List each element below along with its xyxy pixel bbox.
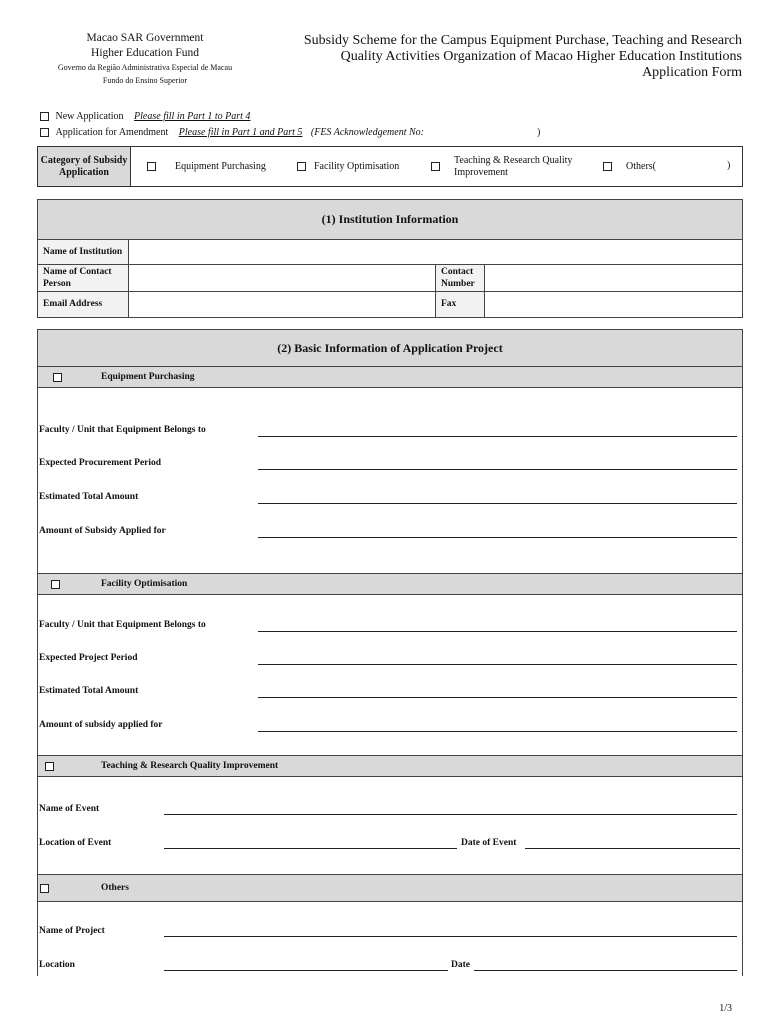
contact-person-field[interactable] <box>129 265 436 292</box>
institution-info-section <box>37 199 743 318</box>
contact-number-label: Contact Number <box>436 265 485 292</box>
new-application-label: New Application <box>55 111 124 122</box>
others-subsection-header <box>38 874 742 902</box>
acknowledgement-close: ) <box>537 127 541 138</box>
project-location-field[interactable] <box>164 970 448 971</box>
fund-name: Higher Education Fund <box>91 47 199 59</box>
teaching-header-label: Teaching & Research Quality Improvement <box>101 761 279 771</box>
project-location-label: Location <box>39 960 75 970</box>
category-equipment-label: Equipment Purchasing <box>175 161 266 172</box>
category-others-checkbox[interactable] <box>603 162 612 171</box>
category-selector <box>37 146 743 187</box>
contact-person-label: Name of Contact Person <box>38 265 129 292</box>
teaching-checkbox[interactable] <box>45 762 54 771</box>
new-application-option <box>40 110 250 124</box>
facility-subsection-header <box>38 573 742 595</box>
category-equipment-checkbox[interactable] <box>147 162 156 171</box>
equipment-checkbox[interactable] <box>53 373 62 382</box>
new-application-checkbox[interactable] <box>40 112 49 121</box>
form-title-line3: Application Form <box>642 65 742 80</box>
email-field[interactable] <box>129 292 436 317</box>
form-title-line2: Quality Activities Organization of Macao Higher Education Institutions <box>340 49 742 64</box>
facility-faculty-field[interactable] <box>258 631 737 632</box>
facility-subsidy-label: Amount of subsidy applied for <box>39 720 163 730</box>
project-name-label: Name of Project <box>39 926 105 936</box>
email-label: Email Address <box>38 292 129 317</box>
amendment-checkbox[interactable] <box>40 128 49 137</box>
category-teaching-checkbox[interactable] <box>431 162 440 171</box>
amendment-hint: Please fill in Part 1 and Part 5 <box>178 127 303 138</box>
category-others-close: ) <box>727 160 731 171</box>
equipment-total-label: Estimated Total Amount <box>39 492 139 502</box>
project-name-field[interactable] <box>164 936 737 937</box>
page-number: 1/3 <box>719 1003 732 1014</box>
facility-header-label: Facility Optimisation <box>101 579 188 589</box>
equipment-faculty-field[interactable] <box>258 436 737 437</box>
amendment-option <box>40 126 740 140</box>
category-facility-label: Facility Optimisation <box>314 161 400 172</box>
equipment-subsidy-field[interactable] <box>258 537 737 538</box>
equipment-period-label: Expected Procurement Period <box>39 458 162 468</box>
facility-total-field[interactable] <box>258 697 737 698</box>
facility-period-field[interactable] <box>258 664 737 665</box>
equipment-header-label: Equipment Purchasing <box>101 372 195 382</box>
institution-name-label: Name of Institution <box>38 240 129 265</box>
event-date-field[interactable] <box>525 848 740 849</box>
teaching-subsection-header <box>38 755 742 777</box>
equipment-subsection-header <box>38 366 742 388</box>
category-facility[interactable] <box>297 147 399 186</box>
fund-header <box>40 31 250 87</box>
others-header-label: Others <box>101 883 129 893</box>
category-others[interactable] <box>603 147 656 186</box>
facility-checkbox[interactable] <box>51 580 60 589</box>
category-label: Category of Subsidy Application <box>38 147 131 186</box>
acknowledgement-label: (FES Acknowledgement No: <box>310 127 424 138</box>
project-info-title: (2) Basic Information of Application Project <box>38 330 742 367</box>
event-location-field[interactable] <box>164 848 457 849</box>
institution-name-field[interactable] <box>129 240 743 265</box>
category-teaching[interactable] <box>431 147 584 186</box>
project-date-field[interactable] <box>474 970 737 971</box>
fax-field[interactable] <box>485 292 743 317</box>
new-application-hint: Please fill in Part 1 to Part 4 <box>134 111 251 122</box>
facility-subsidy-field[interactable] <box>258 731 737 732</box>
event-location-label: Location of Event <box>39 838 112 848</box>
project-date-label: Date <box>451 960 470 970</box>
equipment-total-field[interactable] <box>258 503 737 504</box>
gov-name: Macao SAR Government <box>86 32 204 44</box>
event-name-label: Name of Event <box>39 804 100 814</box>
facility-total-label: Estimated Total Amount <box>39 686 139 696</box>
project-info-section <box>37 329 743 976</box>
others-checkbox[interactable] <box>40 884 49 893</box>
gov-name-pt: Governo da Região Administrativa Especial de Macau <box>57 63 233 72</box>
form-title-line1: Subsidy Scheme for the Campus Equipment Purchase, Teaching and Research <box>303 33 742 48</box>
facility-faculty-label: Faculty / Unit that Equipment Belongs to <box>39 620 206 630</box>
fax-label: Fax <box>436 292 485 317</box>
amendment-label: Application for Amendment <box>55 127 169 138</box>
fund-name-pt: Fundo do Ensino Superior <box>102 76 188 85</box>
contact-number-field[interactable] <box>485 265 743 292</box>
form-title <box>280 33 742 81</box>
category-facility-checkbox[interactable] <box>297 162 306 171</box>
facility-period-label: Expected Project Period <box>39 653 138 663</box>
category-teaching-label: Teaching & Research Quality Improvement <box>454 154 573 178</box>
event-date-label: Date of Event <box>461 838 517 848</box>
category-others-label: Others( <box>626 161 656 172</box>
equipment-subsidy-label: Amount of Subsidy Applied for <box>39 526 166 536</box>
institution-info-title: (1) Institution Information <box>38 200 742 240</box>
event-name-field[interactable] <box>164 814 737 815</box>
equipment-period-field[interactable] <box>258 469 737 470</box>
category-equipment[interactable] <box>147 147 266 186</box>
equipment-faculty-label: Faculty / Unit that Equipment Belongs to <box>39 425 206 435</box>
